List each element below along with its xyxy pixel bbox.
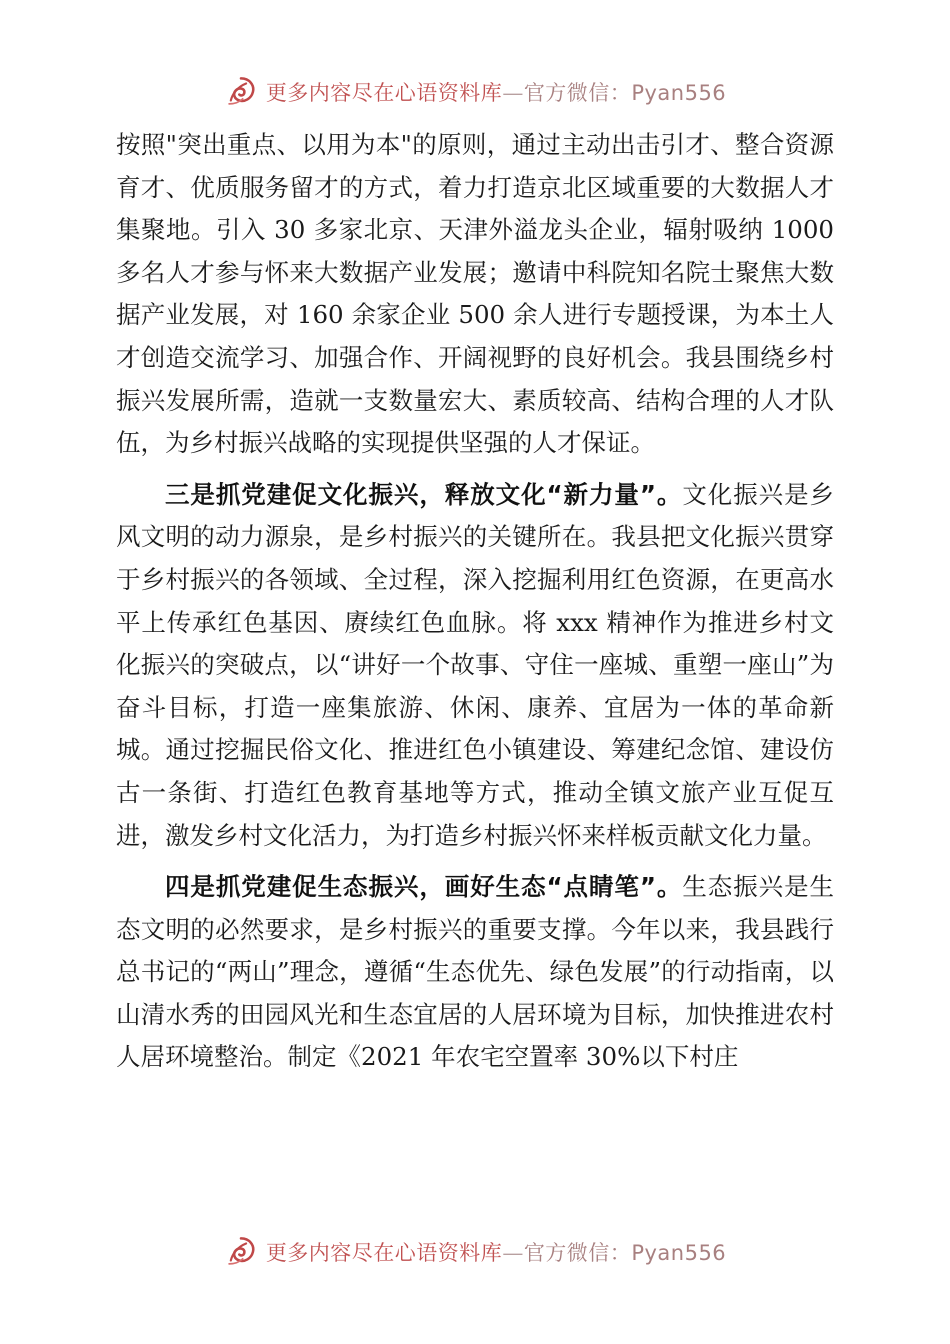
watermark-brand: 更多内容尽在心语资料库 (265, 81, 503, 105)
watermark-text (266, 1237, 726, 1267)
watermark-separator: — (502, 1241, 524, 1265)
leaf-swirl-logo-icon (224, 75, 258, 109)
watermark-wechat-id: Pyan556 (631, 1241, 727, 1265)
paragraph-lead: 四是抓党建促生态振兴，画好生态“点睛笔”。 (165, 872, 683, 902)
header-watermark (0, 72, 950, 112)
watermark-brand: 更多内容尽在心语资料库 (265, 1241, 503, 1265)
document-body (116, 124, 834, 1079)
paragraph-text: 按照"突出重点、以用为本"的原则，通过主动出击引才、整合资源育才、优质服务留才的方式，着力打造京北区域重要的大数据人才集聚地。引入 30 多家北京、天津外溢龙头企业，辐射吸纳 1000 多名人才参与怀来大数据产业发展；邀请中科院知名院士聚焦大数据产业发展，对 160 余家企业 500 余人进行专题授课，为本土人才创造交流学习、加强合作、开阔视野的良好机会。我县围绕乡村振兴发展所需，造就一支数量宏大、素质较高、结构合理的人才队伍，为乡村振兴战略的实现提供坚强的人才保证。 (116, 130, 834, 458)
paragraph-text: 生态振兴是生态文明的必然要求，是乡村振兴的重要支撑。今年以来，我县践行总书记的“两山”理念，遵循“生态优先、绿色发展”的行动指南，以山清水秀的田园风光和生态宜居的人居环境为目标，加快推进农村人居环境整治。制定《2021 年农宅空置率 30%以下村庄 (116, 872, 834, 1072)
watermark-text (266, 77, 726, 107)
watermark-wechat-id: Pyan556 (631, 81, 727, 105)
watermark-wechat-label: 官方微信： (523, 81, 632, 105)
watermark-separator: — (502, 81, 524, 105)
paragraph-2 (116, 474, 834, 857)
footer-watermark (0, 1232, 950, 1272)
paragraph-lead: 三是抓党建促文化振兴，释放文化“新力量”。 (165, 479, 683, 509)
paragraph-3 (116, 866, 834, 1079)
paragraph-1 (116, 124, 834, 465)
paragraph-text: 文化振兴是乡风文明的动力源泉，是乡村振兴的关键所在。我县把文化振兴贯穿于乡村振兴的各领域、全过程，深入挖掘利用红色资源，在更高水平上传承红色基因、赓续红色血脉。将 xxx 精神作为推进乡村文化振兴的突破点，以“讲好一个故事、守住一座城、重塑一座山”为奋斗目标，打造一座集旅游、休闲、康养、宜居为一体的革命新城。通过挖掘民俗文化、推进红色小镇建设、筹建纪念馆、建设仿古一条街、打造红色教育基地等方式，推动全镇文旅产业互促互进，激发乡村文化活力，为打造乡村振兴怀来样板贡献文化力量。 (116, 479, 834, 850)
leaf-swirl-logo-icon (224, 1235, 258, 1269)
watermark-wechat-label: 官方微信： (523, 1241, 632, 1265)
